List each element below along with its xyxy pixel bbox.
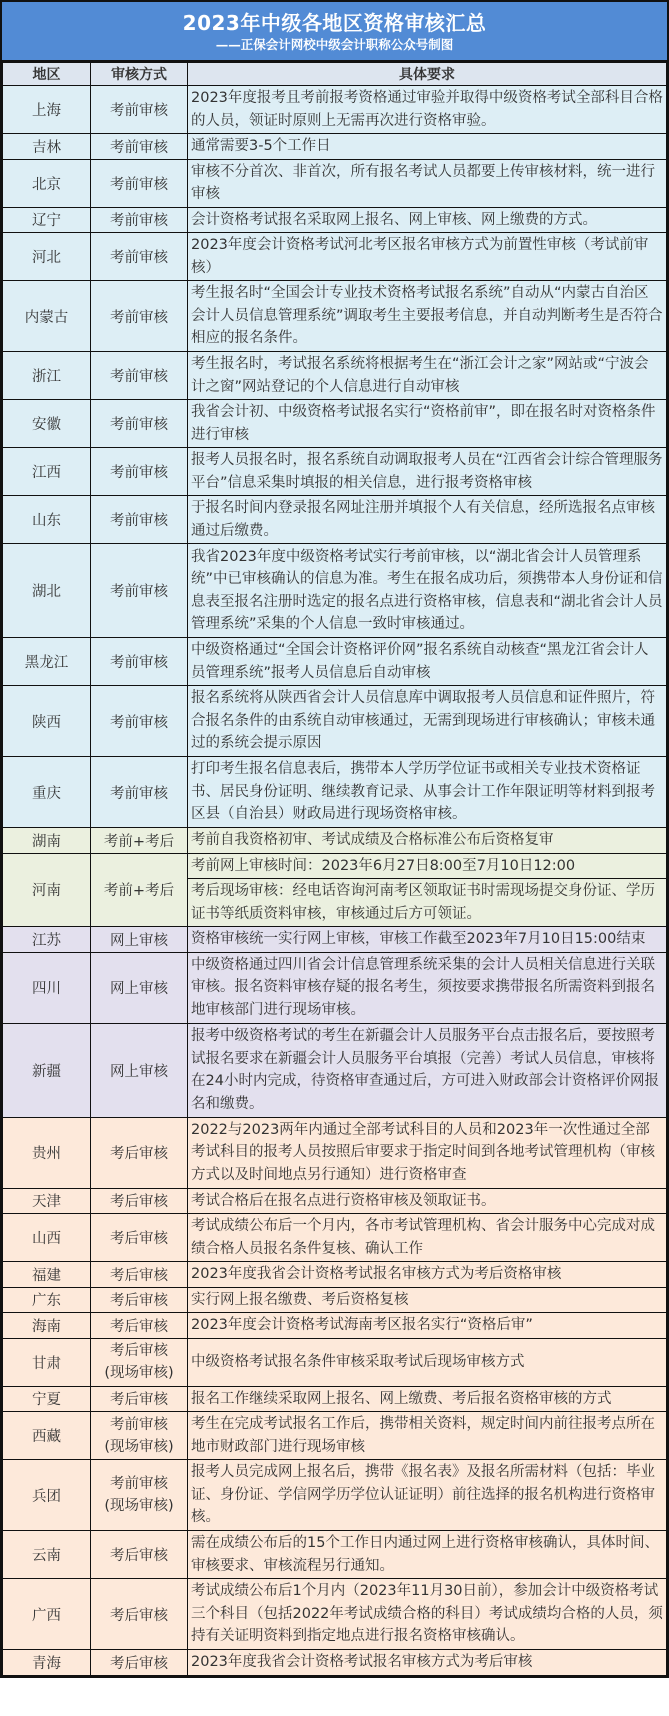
region-cell: 福建 [3,1262,91,1288]
region-cell: 甘肃 [3,1338,91,1386]
region-cell: 河南 [3,853,91,927]
requirement-cell: 通常需要3-5个工作日 [188,134,667,160]
table-row [3,281,667,352]
region-cell: 天津 [3,1188,91,1214]
region-cell: 广东 [3,1287,91,1313]
method-cell: 考前审核 [91,544,188,638]
table-row [3,1412,667,1460]
requirement-cell: 我省会计初、中级资格考试报名实行“资格前审”，即在报名时对资格条件进行审核 [188,400,667,448]
method-cell: 考后审核 [91,1188,188,1214]
region-cell: 江苏 [3,927,91,953]
method-cell: 考前审核 [91,159,188,207]
table-row [3,496,667,544]
method-cell: 考后审核 [91,1117,188,1188]
requirement-cell: 2023年度会计资格考试海南考区报名实行“资格后审” [188,1313,667,1339]
method-line: 考前审核 [110,1416,168,1433]
method-cell: 考前审核 [91,86,188,134]
requirement-cell: 考生报名时“全国会计专业技术资格考试报名系统”自动从“内蒙古自治区会计人员信息管理系统”调取考生主要报考信息，并自动判断考生是否符合相应的报名条件。 [188,281,667,352]
table-row [3,927,667,953]
method-cell: 考前审核 [91,400,188,448]
table-row [3,448,667,496]
region-cell: 兵团 [3,1460,91,1531]
region-cell: 青海 [3,1650,91,1676]
method-cell: 考前审核 [91,638,188,686]
method-cell: 考后审核 [91,1650,188,1676]
table-row [3,1338,667,1386]
table-row [3,544,667,638]
requirement-cell: 2023年度我省会计资格考试报名审核方式为考后审核 [188,1650,667,1676]
method-note: (现场审核) [104,1365,174,1381]
method-cell: 考前审核 [91,496,188,544]
region-cell: 山东 [3,496,91,544]
table-row [3,159,667,207]
table-row [3,1023,667,1117]
method-cell: 考后审核 [91,1287,188,1313]
method-note: (现场审核) [104,1438,174,1455]
method-note: (现场审核) [104,1498,174,1514]
method-cell: 考前审核 [91,352,188,400]
table-row [3,757,667,828]
requirement-cell: 2023年度我省会计资格考试报名审核方式为考后资格审核 [188,1262,667,1288]
method-cell: 考后审核 [91,1579,188,1650]
method-cell: 考前审核 [91,281,188,352]
region-cell: 宁夏 [3,1386,91,1412]
region-cell: 浙江 [3,352,91,400]
method-cell [91,1460,188,1531]
table-row [3,1214,667,1262]
requirement-cell: 考生报名时，考试报名系统将根据考生在“浙江会计之家”网站或“宁波会计之窗”网站登记的个人信息进行自动审核 [188,352,667,400]
region-cell: 黑龙江 [3,638,91,686]
method-line: 考前审核 [110,1476,168,1492]
requirement-cell: 报考人员完成网上报名后，携带《报名表》及报名所需材料（包括：毕业证、身份证、学信网学历学位认证证明）前往选择的报名机构进行资格审核。 [188,1460,667,1531]
region-cell: 海南 [3,1313,91,1339]
table-row [3,1188,667,1214]
method-cell: 网上审核 [91,927,188,953]
method-cell: 考后审核 [91,1262,188,1288]
method-cell: 考前+考后 [91,853,188,927]
requirement-cell: 资格审核统一实行网上审核，审核工作截至2023年7月10日15:00结束 [188,927,667,953]
page-subtitle: ——正保会计网校中级会计职称公众号制图 [215,37,454,52]
region-cell: 重庆 [3,757,91,828]
table-row [3,207,667,233]
method-cell: 考前审核 [91,757,188,828]
method-cell [91,1412,188,1460]
page-title: 2023年中级各地区资格审核汇总 [182,11,487,35]
region-cell: 广西 [3,1579,91,1650]
table-row [3,1117,667,1188]
region-cell: 北京 [3,159,91,207]
requirement-cell: 考前网上审核时间：2023年6月27日8:00至7月10日12:00 [188,853,667,879]
method-cell: 网上审核 [91,1023,188,1117]
table-row [3,1262,667,1288]
requirement-cell: 会计资格考试报名采取网上报名、网上审核、网上缴费的方式。 [188,207,667,233]
region-cell: 安徽 [3,400,91,448]
column-header-requirement: 具体要求 [188,63,667,86]
table-row [3,952,667,1023]
table-row [3,1579,667,1650]
requirement-cell: 报名系统将从陕西省会计人员信息库中调取报考人员信息和证件照片，符合报名条件的由系统自动审核通过，无需到现场进行审核确认；审核未通过的系统会提示原因 [188,686,667,757]
method-cell: 考前审核 [91,134,188,160]
requirement-cell: 实行网上报名缴费、考后资格复核 [188,1287,667,1313]
method-cell: 网上审核 [91,952,188,1023]
table-row [3,853,667,879]
requirement-cell: 考试成绩公布后一个月内，各市考试管理机构、省会计服务中心完成对成绩合格人员报名条件复核、确认工作 [188,1214,667,1262]
requirement-cell: 于报名时间内登录报名网址注册并填报个人有关信息，经所选报名点审核通过后缴费。 [188,496,667,544]
requirement-cell: 考试成绩公布后1个月内（2023年11月30日前），参加会计中级资格考试三个科目（包括2022年考试成绩合格的科目）考试成绩均合格的人员，须持有关证明资料到指定地点进行报名资格审核确认。 [188,1579,667,1650]
requirement-cell: 考后现场审核：经电话咨询河南考区领取证书时需现场提交身份证、学历证书等纸质资料审核，审核通过后方可领证。 [188,879,667,927]
table-row [3,1313,667,1339]
region-cell: 湖南 [3,828,91,854]
requirement-cell: 中级资格通过四川省会计信息管理系统采集的会计人员相关信息进行关联审核。报名资料审核存疑的报名考生，须按要求携带报名所需资料到报名地审核部门进行现场审核。 [188,952,667,1023]
table-header-row [3,63,667,86]
region-cell: 山西 [3,1214,91,1262]
table-row [3,400,667,448]
region-cell: 内蒙古 [3,281,91,352]
method-cell [91,1338,188,1386]
requirement-cell: 考生在完成考试报名工作后，携带相关资料，规定时间内前往报考点所在地市财政部门进行现场审核 [188,1412,667,1460]
region-cell: 四川 [3,952,91,1023]
method-cell: 考后审核 [91,1214,188,1262]
region-cell: 辽宁 [3,207,91,233]
table-row [3,352,667,400]
region-cell: 上海 [3,86,91,134]
requirement-cell: 2023年度报考且考前报考资格通过审验并取得中级资格考试全部科目合格的人员，领证时原则上无需再次进行资格审验。 [188,86,667,134]
requirement-cell: 中级资格通过“全国会计资格评价网”报名系统自动核查“黑龙江省会计人员管理系统”报考人员信息后自动审核 [188,638,667,686]
method-cell: 考后审核 [91,1386,188,1412]
region-cell: 西藏 [3,1412,91,1460]
region-cell: 新疆 [3,1023,91,1117]
region-cell: 河北 [3,233,91,281]
method-line: 考后审核 [110,1343,168,1359]
table-row [3,1386,667,1412]
table-row [3,1650,667,1676]
requirement-cell: 报考中级资格考试的考生在新疆会计人员服务平台点击报名后，要按照考试报名要求在新疆会计人员服务平台填报（完善）考试人员信息，审核将在24小时内完成，待资格审查通过后，方可进入财政部会计资格评价网报名和缴费。 [188,1023,667,1117]
column-header-method: 审核方式 [91,63,188,86]
requirement-cell: 我省2023年度中级资格考试实行考前审核，以“湖北省会计人员管理系统”中已审核确认的信息为准。考生在报名成功后，须携带本人身份证和信息表至报名注册时选定的报名点进行资格审核，信息表和“湖北省会计人员管理系统”采集的个人信息一致时审核通过。 [188,544,667,638]
method-cell: 考前审核 [91,233,188,281]
region-cell: 云南 [3,1531,91,1579]
method-cell: 考前审核 [91,686,188,757]
table-row [3,686,667,757]
table-row [3,86,667,134]
requirement-cell: 考前自我资格初审、考试成绩及合格标准公布后资格复审 [188,828,667,854]
region-cell: 湖北 [3,544,91,638]
method-cell: 考后审核 [91,1531,188,1579]
title-banner [2,2,667,62]
requirement-cell: 报名工作继续采取网上报名、网上缴费、考后报名资格审核的方式 [188,1386,667,1412]
region-cell: 陕西 [3,686,91,757]
requirement-cell: 2023年度会计资格考试河北考区报名审核方式为前置性审核（考试前审核） [188,233,667,281]
table-row [3,134,667,160]
method-cell: 考后审核 [91,1313,188,1339]
requirement-cell: 打印考生报名信息表后，携带本人学历学位证书或相关专业技术资格证书、居民身份证明、继续教育记录、从事会计工作年限证明等材料到报考区县（自治县）财政局进行现场资格审核。 [188,757,667,828]
requirement-cell: 考试合格后在报名点进行资格审核及领取证书。 [188,1188,667,1214]
method-cell: 考前审核 [91,448,188,496]
table-row [3,233,667,281]
table-row [3,1531,667,1579]
region-cell: 吉林 [3,134,91,160]
requirement-cell: 报考人员报名时，报名系统自动调取报考人员在“江西省会计综合管理服务平台”信息采集时填报的相关信息，进行报考资格审核 [188,448,667,496]
column-header-region: 地区 [3,63,91,86]
requirement-cell: 需在成绩公布后的15个工作日内通过网上进行资格审核确认，具体时间、审核要求、审核流程另行通知。 [188,1531,667,1579]
table-row [3,1287,667,1313]
requirement-cell: 审核不分首次、非首次，所有报名考试人员都要上传审核材料，统一进行审核 [188,159,667,207]
table-row [3,1460,667,1531]
region-cell: 贵州 [3,1117,91,1188]
table-row [3,638,667,686]
region-cell: 江西 [3,448,91,496]
table-row [3,828,667,854]
requirement-cell: 2022与2023两年内通过全部考试科目的人员和2023年一次性通过全部考试科目的报考人员按照后审要求于指定时间到各地考试管理机构（审核方式以及时间地点另行通知）进行资格审查 [188,1117,667,1188]
audit-table [2,62,667,1676]
method-cell: 考前+考后 [91,828,188,854]
method-cell: 考前审核 [91,207,188,233]
requirement-cell: 中级资格考试报名条件审核采取考试后现场审核方式 [188,1338,667,1386]
